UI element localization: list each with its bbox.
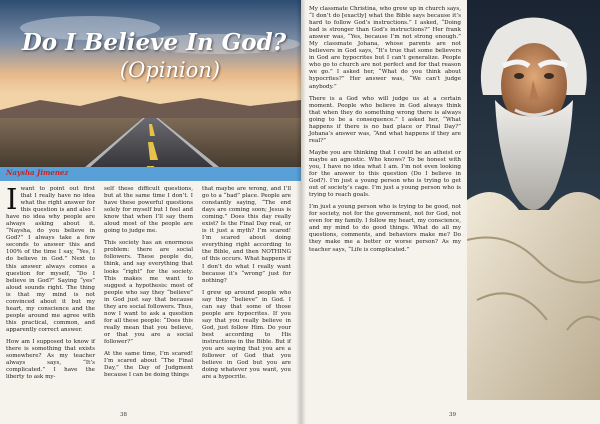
paragraph: self these difficult questions, but at the same time I don’t. I have these powerful questions solely for myself but I feel and know that when I’ll say them aloud most of the people are going to judge me. — [104, 186, 193, 235]
paragraph: At the same time, I’m scared! I’m scared about “The Final Day,” the Day of Judgment because I can be doing things — [104, 351, 193, 379]
hero-image-road — [0, 0, 301, 178]
paragraph: Maybe you are thinking that I could be an atheist or maybe an agnostic. Who knows? To be honest with you, I have no idea what I am. I’m not even looking for the answer to this question (Do I believe in God?). I’m just a young person who is trying to get out of society’s cage. I’m just a young person who is trying to reach goals. — [309, 149, 461, 199]
paragraph: that maybe are wrong, and I’ll go to a “bad” place. People are constantly saying, “The end days are coming soon; Jesus is coming.” Does this day really exist? Is the Final Day real, or is it just a myth? I’m scared! I’m scared about doing everything right according to the Bible, and then NOTHING of this occurs. What happens if I don’t do what I really want because it’s “wrong” just for nothing? — [202, 186, 291, 284]
paragraph: There is a God who will judge us at a certain moment. People who believe in God always think that when they do something wrong there is always going to be a consequence.” I asked her, “What happens if there is no bad place or Final Day?” Johana’s answer was, “And what happens if they are real?” — [309, 95, 461, 144]
paragraph: I grew up around people who say they “believe” in God. I can say that some of those people are hypocrites. If you say that you really believe in God, just follow Him. Do your best according to His instructions in the Bible. But if you are saying that you are a follower of God that you believe in God but you are doing whatever you want, you are a hypocrite. — [202, 289, 291, 381]
article-title: Do I Believe In God? — [21, 29, 287, 56]
drop-cap: I — [6, 182, 18, 216]
page-number-right: 39 — [449, 412, 456, 418]
paragraph: My classmate Christina, who grew up in church says, “I don’t do [exactly] what the Bible says because it’s hard to follow God’s instructions.” I asked, “Doing bad is stronger than God’s instructions?” Her frank answer was, “Yes, because I’m not strong enough.” My classmate Johana, whose parents are not believers in God says, “It’s true that some believers in God are hypocrites but I can’t generalize. People who go to church are not perfect and for that reason we go.” I asked her, “What do you think about hypocrites?” Her answer was, “We can’t judge anybody.” — [309, 6, 461, 90]
page-number-left: 38 — [120, 412, 127, 418]
paragraph-text: want to point out first that I really have no idea what the right answer for this question is and also I have no idea why people are always asking about it. “Naysha, do you believe in God?” I always take a few seconds to answer this and 100% of the time I say, “Yes, I do believe in God.” Next to this answer always comes a question for myself, “Do I believe in God?” Saying “yes” aloud sounds right. The thing is that my mind is not convinced about it but my heart, my conscience and the people around me agree with this practical, common, and apparently correct answer. — [6, 186, 95, 333]
paragraph: How am I supposed to know if there is something that exists somewhere? As my teacher always says, “It’s complicated.” I have the liberty to ask my- — [6, 338, 95, 381]
paragraph: This society has an enormous problem: there are social followers. These people do, think, and say everything that looks “right” for the society. This makes me want to suggest a hypothesis: most of people who say they “believe” in God just say that because they are social followers. Thus, now I want to ask a question for all these people: “Does this really mean that you believe, or that you are a social follower?” — [104, 240, 193, 345]
spine-gutter — [296, 0, 306, 424]
road-illustration — [0, 0, 301, 178]
bearded-figure-illustration — [467, 0, 600, 400]
author-byline: Naysha Jimenez — [6, 168, 69, 177]
left-column-3 — [202, 186, 291, 386]
article-subtitle: (Opinion) — [119, 58, 221, 82]
portrait-image-god — [467, 0, 600, 400]
left-column-1 — [6, 182, 95, 386]
paragraph: I’m just a young person who is trying to be good, not for society, not for the government, not for God, not even for my family. I follow my heart, my conscience, and my mind to do good things. What do all my questions, comments, and behaviors make me? Do they make me a better or worse person? As my teacher says, “Life is complicated.” — [309, 204, 461, 253]
right-column-1 — [309, 6, 461, 259]
right-page — [301, 0, 600, 424]
paragraph — [6, 182, 95, 334]
left-column-2 — [104, 186, 193, 384]
